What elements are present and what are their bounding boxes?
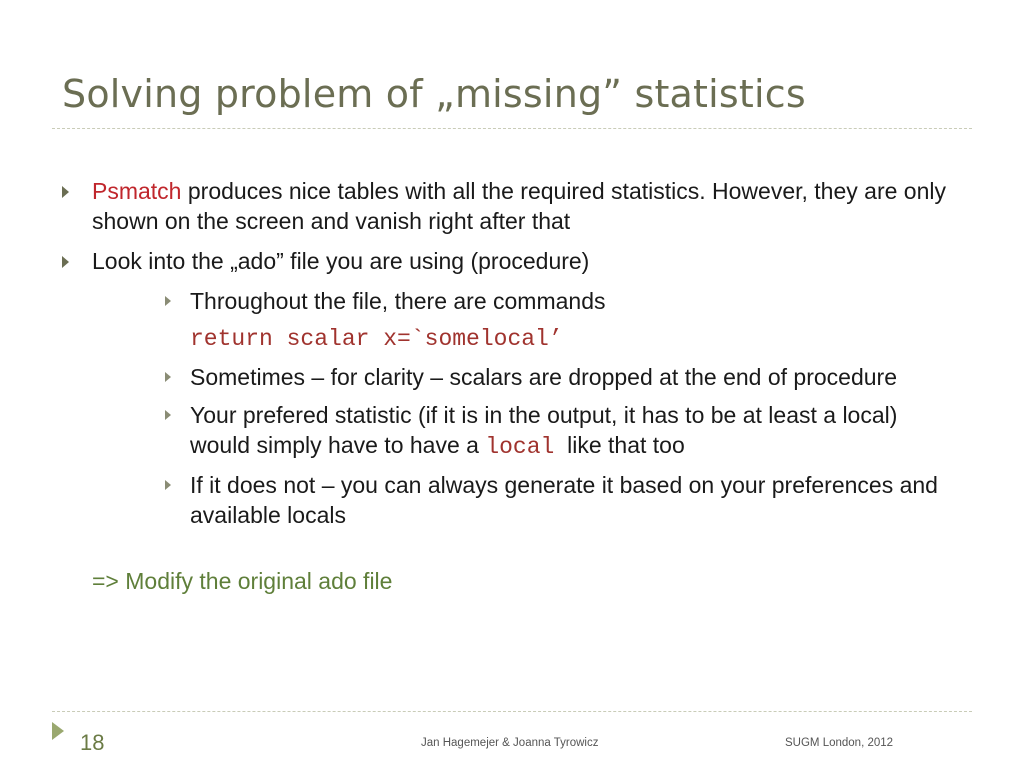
subbullet-arrow-icon xyxy=(165,480,171,490)
bullet-look-into-ado xyxy=(62,246,962,276)
footer-arrow-icon xyxy=(52,722,64,740)
subbullet-text: Throughout the file, there are commands xyxy=(190,288,606,314)
subbullet-arrow-icon xyxy=(165,296,171,306)
footer-event: SUGM London, 2012 xyxy=(785,737,894,749)
subbullet-generate xyxy=(62,470,962,530)
title-divider xyxy=(52,128,972,129)
conclusion-text: => Modify the original ado file xyxy=(92,568,393,594)
slide-content xyxy=(62,176,962,595)
subbullet-text-end: like that too xyxy=(554,432,685,458)
subbullet-prefered-statistic xyxy=(62,400,962,462)
footer-divider xyxy=(52,711,972,712)
subbullet-commands xyxy=(62,286,962,316)
subbullet-text: If it does not – you can always generate it based on your preferences and available locals xyxy=(190,472,938,528)
subbullet-arrow-icon xyxy=(165,410,171,420)
local-keyword: local xyxy=(485,434,555,460)
subbullet-scalars-dropped xyxy=(62,362,962,392)
slide-number: 18 xyxy=(80,730,105,755)
slide-title: Solving problem of „missing” statistics xyxy=(62,72,806,116)
footer-authors: Jan Hagemejer & Joanna Tyrowicz xyxy=(421,737,599,749)
code-text: return scalar x=`somelocal’ xyxy=(190,326,563,352)
bullet-text: Look into the „ado” file you are using (procedure) xyxy=(92,248,590,274)
psmatch-keyword: Psmatch xyxy=(92,178,182,204)
bullet-arrow-icon xyxy=(62,186,69,198)
bullet-psmatch xyxy=(62,176,962,236)
bullet-arrow-icon xyxy=(62,256,69,268)
code-example xyxy=(62,322,962,354)
subbullet-text: Your prefered statistic (if it is in the output, it has to be at least a local) would simply have to have a xyxy=(190,402,898,458)
subbullet-text: Sometimes – for clarity – scalars are dropped at the end of procedure xyxy=(190,364,897,390)
bullet-text: produces nice tables with all the required statistics. However, they are only shown on the screen and vanish right after that xyxy=(92,178,946,234)
subbullet-arrow-icon xyxy=(165,372,171,382)
